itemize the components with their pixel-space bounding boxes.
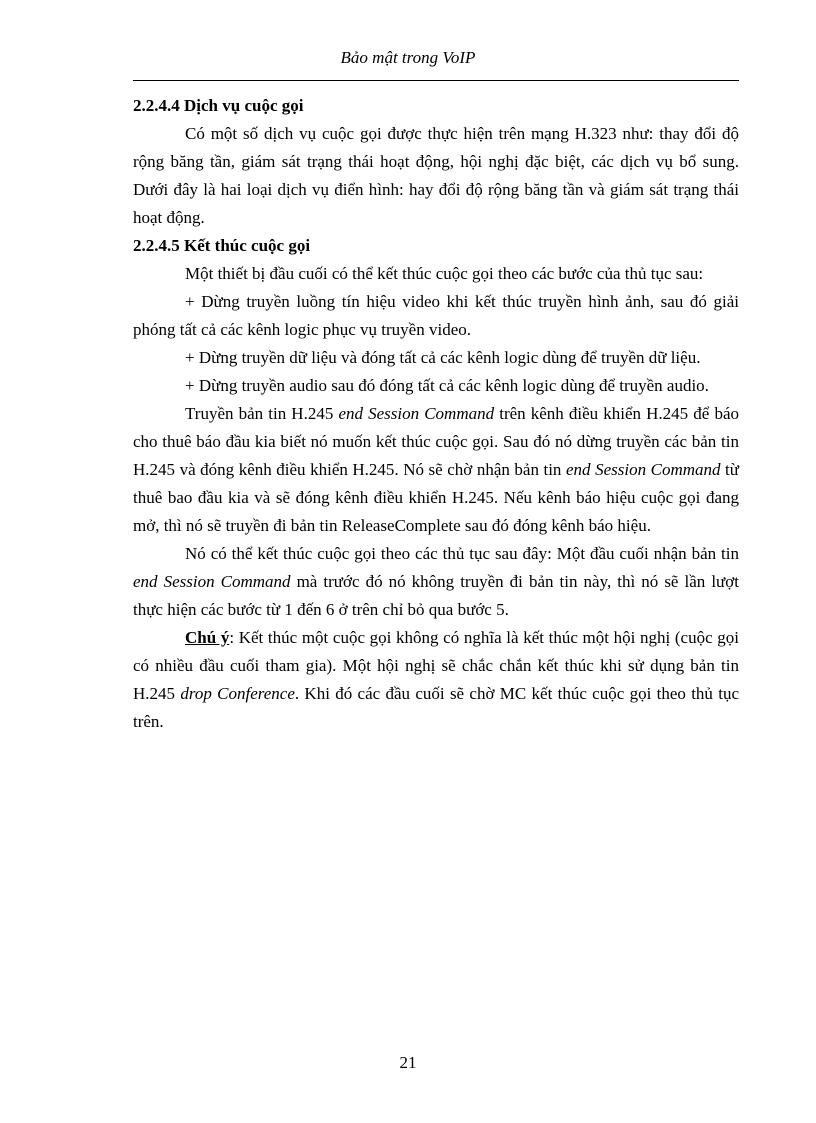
step-item-audio: + Dừng truyền audio sau đó đóng tất cả các kênh logic dùng để truyền audio.: [185, 376, 709, 395]
section-heading-call-services: 2.2.4.4 Dịch vụ cuộc gọi: [133, 96, 304, 115]
term-end-session-command: end Session Command: [565, 460, 721, 479]
page-number: 21: [399, 1053, 417, 1072]
term-end-session-command: end Session Command: [338, 404, 495, 423]
header-rule: [133, 80, 739, 81]
paragraph-termination-intro: Một thiết bị đầu cuối có thể kết thúc cuộc gọi theo các bước của thủ tục sau:: [185, 264, 704, 283]
paragraph-note: [133, 624, 739, 736]
term-drop-conference: drop Conference: [180, 684, 295, 703]
text-run: : Kết thúc một cuộc gọi không có nghĩa là kết thúc một hội nghị (cuộc gọi có nhiều đầu cuối tham gia). Một hội nghị sẽ chắc chắn kết thúc khi sử dụng bản tin H.245: [133, 628, 739, 703]
paragraph-end-session: [133, 400, 739, 540]
paragraph-termination-procedure: [133, 540, 739, 624]
text-run: Nó có thể kết thúc cuộc gọi theo các thủ tục sau đây: Một đầu cuối nhận bản tin: [185, 544, 739, 563]
step-item-video: + Dừng truyền luồng tín hiệu video khi kết thúc truyền hình ảnh, sau đó giải phóng tất cả các kênh logic phục vụ truyền video.: [133, 292, 739, 339]
paragraph-call-services: Có một số dịch vụ cuộc gọi được thực hiện trên mạng H.323 như: thay đổi độ rộng băng tần, giám sát trạng thái hoạt động, hội nghị đặc biệt, các dịch vụ bổ sung. Dưới đây là hai loại dịch vụ điển hình: hay đổi độ rộng băng tần và giám sát trạng thái hoạt động.: [133, 124, 739, 227]
section-heading-call-termination: 2.2.4.5 Kết thúc cuộc gọi: [133, 236, 311, 255]
text-run: trên kênh điều khiển H.245 để báo cho thuê báo đầu kia biết nó muốn kết thúc cuộc gọi. Sau đó nó dừng truyền các bản tin H.245 và đóng kênh điều khiển H.245. Nó sẽ chờ nhận bản tin: [133, 404, 739, 479]
text-run: từ thuê bao đầu kia và sẽ đóng kênh điều khiển H.245. Nếu kênh báo hiệu cuộc gọi đang mở, thì nó sẽ truyền đi bản tin ReleaseComplete sau đó đóng kênh báo hiệu.: [133, 460, 739, 535]
term-end-session-command: end Session Command: [133, 572, 291, 591]
running-header: Bảo mật trong VoIP: [340, 48, 476, 67]
text-run: Truyền bản tin H.245: [185, 404, 339, 423]
text-run: . Khi đó các đầu cuối sẽ chờ MC kết thúc cuộc gọi theo thủ tục trên.: [133, 684, 739, 731]
page-content: [133, 92, 739, 736]
text-run: mà trước đó nó không truyền đi bản tin này, thì nó sẽ lần lượt thực hiện các bước từ 1 đến 6 ở trên chỉ bỏ qua bước 5.: [133, 572, 739, 619]
step-item-data: + Dừng truyền dữ liệu và đóng tất cả các kênh logic dùng để truyền dữ liệu.: [185, 348, 701, 367]
note-label: Chú ý: [185, 628, 230, 647]
